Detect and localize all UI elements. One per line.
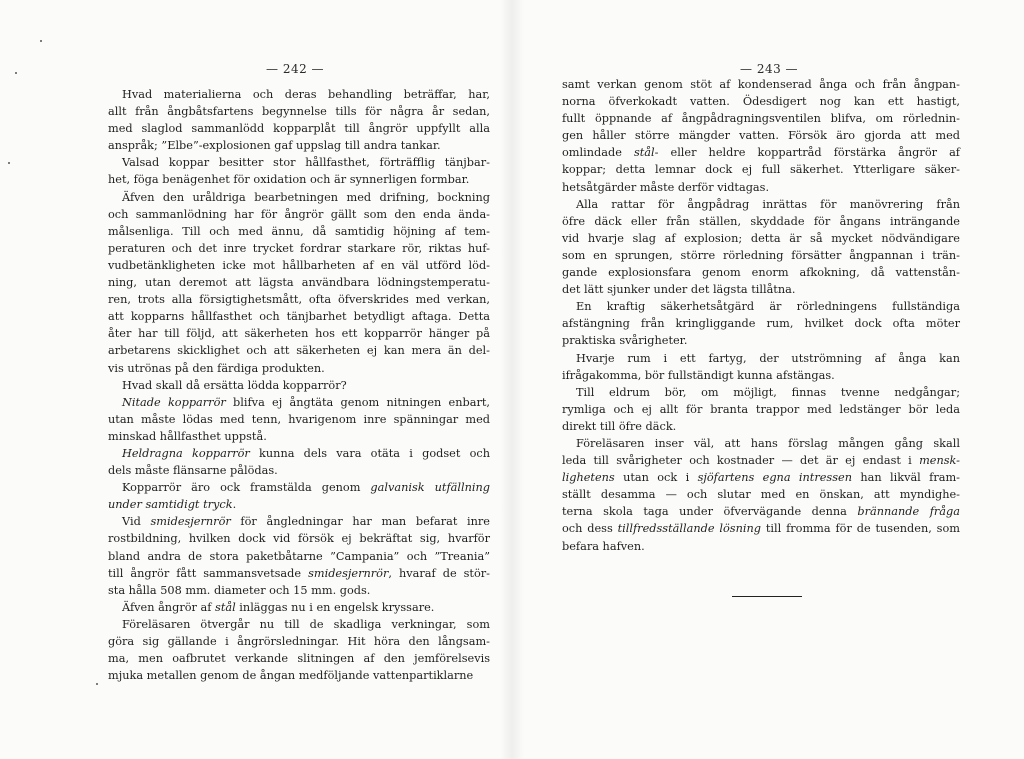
paper-speck bbox=[8, 162, 10, 164]
text-line: Hvad materialierna och deras behandling beträffar, har, bbox=[122, 88, 490, 101]
text-line: norna öfverkokadt vatten. Ödesdigert nog kan ett hastigt, bbox=[562, 95, 960, 109]
text-line: arbetarens skicklighet och att säkerheten ej kan mera än del- bbox=[108, 344, 490, 358]
text-line: gen håller större mängder vatten. Försök äro gjorda att med bbox=[562, 129, 960, 143]
text-line: mjuka metallen genom de ångan medföljande vattenpartiklarne bbox=[108, 669, 474, 683]
text-line: Till eldrum bör, om möjligt, finnas tvenne nedgångar; bbox=[576, 385, 960, 399]
text-line: som en sprungen, större rörledning försätter ångpannan i trän- bbox=[562, 248, 960, 262]
italic-term: sjöfartens egna intressen bbox=[697, 471, 852, 485]
text-line: och sammanlödning har för ångrör gällt som den enda ända- bbox=[108, 207, 490, 221]
italic-term: brännande fråga bbox=[857, 505, 960, 519]
text-line: vis utrönas på den färdiga produkten. bbox=[108, 361, 325, 375]
text-line: omlindade stål- eller heldre koppartråd förstärka ångrör af bbox=[562, 146, 960, 160]
text-line: att kopparns hållfasthet och tänjbarhet betydligt aftaga. Detta bbox=[108, 310, 490, 324]
paper-speck bbox=[96, 683, 98, 685]
text-line: lighetens utan ock i sjöfartens egna intressen han likväl fram- bbox=[562, 471, 960, 485]
text-line: vudbetänkligheten icke mot hållbarheten af en väl utförd löd- bbox=[108, 258, 490, 272]
italic-term: smidesjernrör bbox=[150, 515, 231, 529]
text-line: En kraftig säkerhetsåtgärd är rörledningens fullständiga bbox=[576, 300, 960, 314]
text-line: utan måste lödas med tenn, hvarigenom inre spänningar med bbox=[108, 412, 490, 426]
left-text-column bbox=[108, 86, 490, 684]
text-line: Alla rattar för ångpådrag inrättas för manövrering från bbox=[576, 197, 960, 211]
right-page-number: — 243 — bbox=[740, 62, 799, 76]
italic-term: stål bbox=[633, 146, 655, 160]
text-line: det lätt sjunker under det lägsta tillåtna. bbox=[562, 283, 796, 297]
text-line: koppar; detta lemnar dock ej full säkerhet. Ytterligare säker- bbox=[562, 163, 960, 177]
text-line: under samtidigt tryck. bbox=[108, 498, 237, 512]
text-line: Valsad koppar besitter stor hållfasthet, förträfflig tänjbar- bbox=[122, 156, 490, 170]
text-line: samt verkan genom stöt af kondenserad ånga och från ångpan- bbox=[562, 78, 960, 91]
left-page-number: — 242 — bbox=[266, 62, 325, 76]
text-line: hetsåtgärder måste derför vidtagas. bbox=[562, 180, 770, 194]
text-line: rymliga och ej allt för branta trappor med ledstänger bör leda bbox=[562, 402, 960, 416]
text-line: leda till svårigheter och kostnader — det är ej endast i mensk- bbox=[562, 454, 960, 468]
text-line: rostbildning, hvilken dock vid försök ej bekräftat sig, hvarför bbox=[108, 532, 490, 546]
text-line: allt från ångbåtsfartens begynnelse tills för några år sedan, bbox=[108, 105, 490, 119]
text-line: dels måste flänsarne pålödas. bbox=[108, 464, 278, 478]
italic-term: tillfredsställande lösning bbox=[617, 522, 761, 536]
text-line: afstängning från kringliggande rum, hvilket dock ofta möter bbox=[562, 317, 960, 331]
text-line: ning, utan deremot att lägsta användbara lödningstemperatu- bbox=[108, 276, 490, 290]
text-line: Äfven den uråldriga bearbetningen med drifning, bockning bbox=[122, 190, 490, 204]
text-line: het, föga benägenhet för oxidation och är synnerligen formbar. bbox=[108, 173, 470, 187]
italic-term: galvanisk utfällning bbox=[370, 481, 490, 495]
text-line: göra sig gällande i ångrörsledningar. Hit höra den långsam- bbox=[108, 635, 490, 648]
text-line: fullt öppnande af ångpådragningsventilen blifva, om rörlednin- bbox=[562, 112, 960, 126]
text-line: praktiska svårigheter. bbox=[562, 334, 688, 348]
text-line: Heldragna kopparrör kunna dels vara otäta i godset och bbox=[122, 446, 490, 460]
text-line: anspråk; ”Elbe”-explosionen gaf uppslag till andra tankar. bbox=[108, 139, 441, 153]
italic-term: Heldragna kopparrör bbox=[122, 446, 250, 460]
right-page bbox=[512, 0, 1024, 759]
italic-term: under samtidigt tryck bbox=[108, 498, 233, 512]
text-line: Föreläsaren inser väl, att hans förslag mången gång skall bbox=[576, 436, 960, 450]
text-line: sta hålla 508 mm. diameter och 15 mm. gods. bbox=[108, 583, 371, 597]
text-line: terna skola taga under öfvervägande denna brännande fråga bbox=[562, 505, 960, 519]
text-line: ställt desamma — och slutar med en önskan, att myndighe- bbox=[562, 488, 960, 502]
text-line: Hvad skall då ersätta lödda kopparrör? bbox=[122, 378, 347, 392]
italic-term: Nitade kopparrör bbox=[122, 395, 226, 409]
text-line: ren, trots alla försigtighetsmått, ofta öfverskrides med verkan, bbox=[108, 293, 490, 307]
text-line: målsenliga. Till och med ännu, då samtidig höjning af tem- bbox=[108, 224, 490, 238]
italic-term: smidesjernrör bbox=[308, 566, 389, 580]
text-line: bland andra de stora paketbåtarne ”Campania” och ”Treania” bbox=[108, 549, 490, 563]
text-line: Äfven ångrör af stål inläggas nu i en engelsk kryssare. bbox=[122, 600, 435, 614]
text-line: befara hafven. bbox=[562, 539, 645, 553]
text-line: till ångrör fått sammansvetsade smidesjernrör, hvaraf de stör- bbox=[108, 566, 490, 580]
text-line: Hvarje rum i ett fartyg, der utströmning af ånga kan bbox=[576, 351, 960, 365]
paper-speck bbox=[40, 40, 42, 42]
text-line: peraturen och det inre trycket fordrar starkare rör, riktas huf- bbox=[108, 241, 490, 255]
text-line: öfre däck eller från ställen, skyddade för ångans inträngande bbox=[562, 214, 960, 228]
text-line: Vid smidesjernrör för ångledningar har man befarat inre bbox=[122, 515, 490, 529]
text-line: med slaglod sammanlödd kopparplåt till ångrör uppfyllt alla bbox=[108, 122, 490, 136]
text-line: direkt till öfre däck. bbox=[562, 419, 677, 433]
italic-term: lighetens bbox=[562, 471, 615, 485]
text-line: Föreläsaren ötvergår nu till de skadliga verkningar, som bbox=[122, 617, 490, 631]
italic-term: mensk- bbox=[919, 454, 960, 468]
closing-rule bbox=[732, 596, 802, 598]
paper-speck bbox=[15, 72, 17, 74]
text-line: Nitade kopparrör blifva ej ångtäta genom nitningen enbart, bbox=[122, 395, 490, 409]
text-line: ifrågakomma, bör fullständigt kunna afstängas. bbox=[562, 368, 835, 382]
italic-term: stål bbox=[215, 600, 236, 614]
text-line: och dess tillfredsställande lösning till fromma för de tusenden, som bbox=[562, 522, 960, 536]
text-line: vid hvarje slag af explosion; detta är så mycket nödvändigare bbox=[562, 231, 960, 245]
text-line: ma, men oafbrutet verkande slitningen af den jemförelsevis bbox=[108, 652, 490, 666]
text-line: gande explosionsfara genom enorm afkokning, då vattenstån- bbox=[562, 266, 960, 280]
text-line: åter har till följd, att säkerheten hos ett kopparrör hänger på bbox=[108, 327, 490, 341]
text-line: minskad hållfasthet uppstå. bbox=[108, 429, 267, 443]
right-text-column bbox=[562, 76, 960, 555]
text-line: Kopparrör äro ock framstälda genom galvanisk utfällning bbox=[122, 481, 490, 495]
